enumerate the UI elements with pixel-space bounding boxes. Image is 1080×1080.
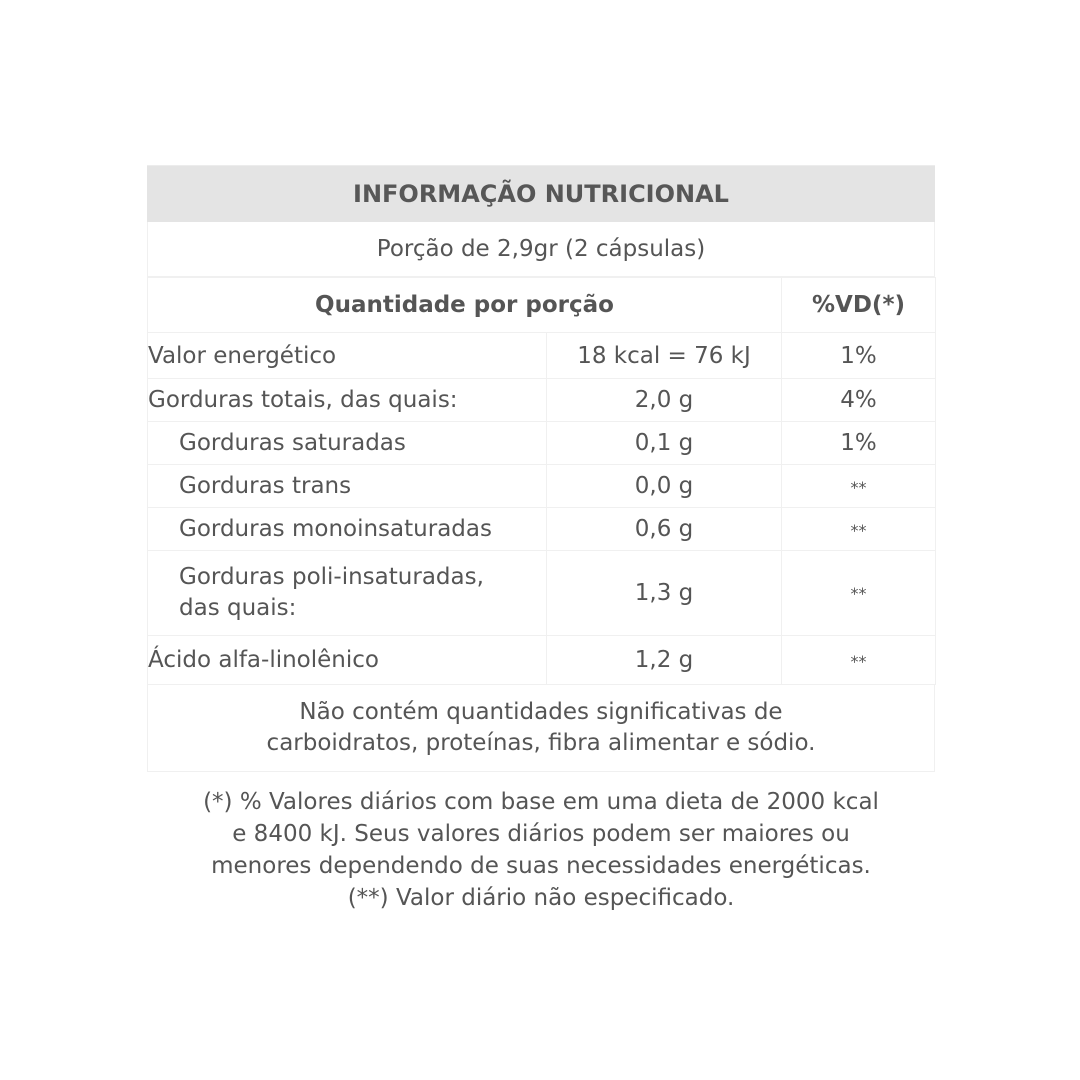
nutrient-value: 0,6 g bbox=[547, 508, 782, 551]
nutrient-name-line2: das quais: bbox=[179, 595, 297, 621]
nutrient-vd: 4% bbox=[782, 379, 936, 422]
table-row bbox=[148, 551, 936, 636]
header-vd: %VD(*) bbox=[782, 278, 936, 333]
nutrient-value: 2,0 g bbox=[547, 379, 782, 422]
header-quantity: Quantidade por porção bbox=[148, 278, 782, 333]
nutrient-name: Gorduras trans bbox=[148, 465, 547, 508]
nutrient-name: Gorduras monoinsaturadas bbox=[148, 508, 547, 551]
footnote-line: menores dependendo de suas necessidades energéticas. bbox=[211, 853, 871, 879]
nutrient-name: Ácido alfa-linolênico bbox=[148, 636, 547, 685]
table-row bbox=[148, 379, 936, 422]
daily-value-footnote bbox=[147, 786, 935, 914]
not-significant-note bbox=[147, 685, 935, 772]
footnote-line: (**) Valor diário não especificado. bbox=[347, 885, 735, 911]
table-row bbox=[148, 422, 936, 465]
footnote-line: e 8400 kJ. Seus valores diários podem ser maiores ou bbox=[232, 821, 850, 847]
nutrition-table bbox=[147, 277, 936, 685]
nutrient-value: 1,3 g bbox=[547, 551, 782, 636]
nutrient-name: Gorduras totais, das quais: bbox=[148, 379, 547, 422]
nutrient-value: 1,2 g bbox=[547, 636, 782, 685]
nutrient-name: Valor energético bbox=[148, 333, 547, 379]
table-row bbox=[148, 508, 936, 551]
nutrient-vd: ** bbox=[850, 478, 867, 497]
nutrient-vd: ** bbox=[850, 652, 867, 671]
nutrient-name: Gorduras saturadas bbox=[148, 422, 547, 465]
nutrient-vd: 1% bbox=[782, 422, 936, 465]
nutrient-value: 0,0 g bbox=[547, 465, 782, 508]
nutrient-name-line1: Gorduras poli-insaturadas, bbox=[179, 564, 484, 590]
table-header-row bbox=[148, 278, 936, 333]
label-title: INFORMAÇÃO NUTRICIONAL bbox=[147, 165, 935, 222]
note-line: Não contém quantidades significativas de bbox=[299, 699, 783, 725]
nutrient-vd: 1% bbox=[782, 333, 936, 379]
portion-size: Porção de 2,9gr (2 cápsulas) bbox=[147, 222, 935, 277]
nutrient-value: 0,1 g bbox=[547, 422, 782, 465]
footnote-line: (*) % Valores diários com base em uma dieta de 2000 kcal bbox=[203, 789, 879, 815]
nutrient-name bbox=[148, 551, 547, 636]
note-line: carboidratos, proteínas, fibra alimentar e sódio. bbox=[266, 730, 816, 756]
table-row bbox=[148, 636, 936, 685]
nutrition-facts-label bbox=[147, 165, 935, 772]
nutrient-vd: ** bbox=[850, 584, 867, 603]
nutrient-value: 18 kcal = 76 kJ bbox=[547, 333, 782, 379]
table-row bbox=[148, 333, 936, 379]
table-row bbox=[148, 465, 936, 508]
nutrient-vd: ** bbox=[850, 521, 867, 540]
